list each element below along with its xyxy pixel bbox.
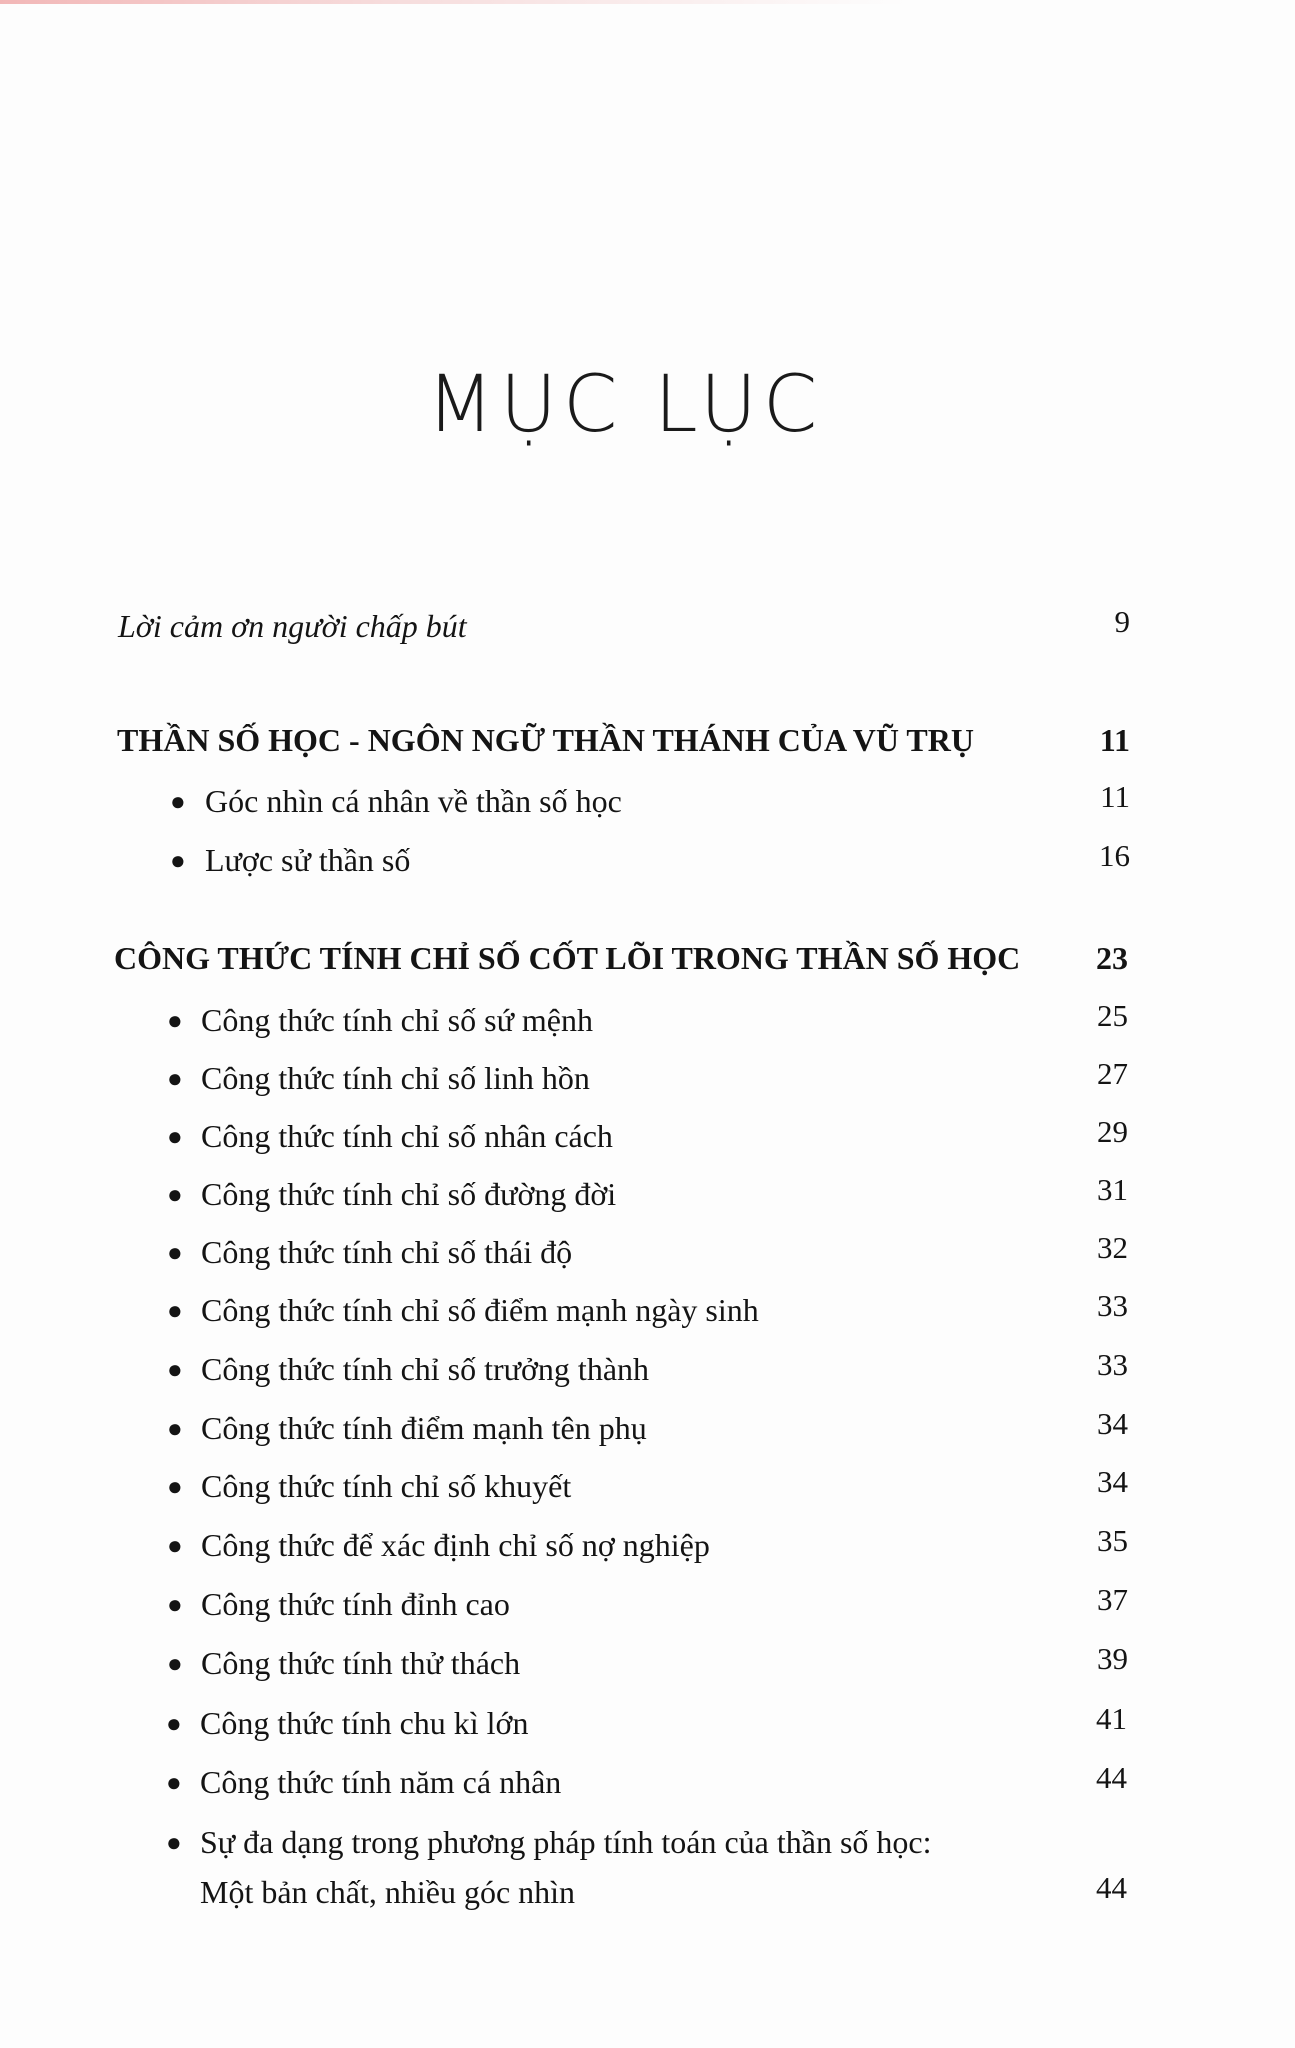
toc-page-number: 9	[1114, 604, 1130, 639]
toc-entry-label: Lời cảm ơn người chấp bút	[118, 608, 467, 644]
toc-page-number: 35	[1097, 1523, 1128, 1558]
toc-page-number: 34	[1097, 1406, 1128, 1441]
toc-entry-label: Lược sử thần số	[205, 842, 411, 878]
bullet-icon: ●	[166, 1768, 182, 1797]
toc-entry-label-line1: Sự đa dạng trong phương pháp tính toán của thần số học:	[200, 1824, 932, 1860]
toc-entry-label: Công thức tính chỉ số trưởng thành	[201, 1351, 650, 1387]
toc-page-number: 32	[1097, 1230, 1128, 1265]
toc-entry[interactable]	[0, 1172, 1295, 1232]
toc-page-number: 33	[1097, 1288, 1128, 1323]
bullet-icon: ●	[170, 787, 186, 816]
toc-entry[interactable]	[0, 1114, 1295, 1174]
toc-entry[interactable]	[0, 998, 1295, 1058]
bullet-icon: ●	[167, 1122, 183, 1151]
toc-entry-label: Công thức tính chỉ số nhân cách	[201, 1118, 613, 1154]
toc-entry-label: Công thức tính chỉ số khuyết	[201, 1468, 572, 1504]
page-top-edge	[0, 0, 1295, 4]
bullet-icon: ●	[166, 1828, 182, 1857]
toc-entry-label: Công thức tính thử thách	[201, 1645, 521, 1681]
bullet-icon: ●	[167, 1649, 183, 1678]
toc-entry-label: Công thức tính chỉ số linh hồn	[201, 1060, 590, 1096]
toc-entry[interactable]	[0, 1056, 1295, 1116]
toc-entry[interactable]	[0, 1701, 1295, 1761]
toc-page-number: 11	[1099, 722, 1130, 758]
toc-entry-label-line2: Một bản chất, nhiều góc nhìn	[200, 1874, 576, 1910]
toc-entry-acknowledgement[interactable]	[0, 604, 1295, 664]
bullet-icon: ●	[167, 1064, 183, 1093]
toc-page-number: 25	[1097, 998, 1128, 1033]
toc-page-number: 31	[1097, 1172, 1128, 1207]
toc-section-heading[interactable]	[0, 722, 1295, 778]
bullet-icon: ●	[170, 846, 186, 875]
toc-entry-label: Công thức tính đỉnh cao	[201, 1586, 510, 1622]
toc-entry-label: Góc nhìn cá nhân về thần số học	[205, 783, 622, 819]
toc-entry[interactable]	[0, 1523, 1295, 1583]
toc-section-label: THẦN SỐ HỌC - NGÔN NGỮ THẦN THÁNH CỦA VŨ TRỤ	[117, 722, 974, 758]
bullet-icon: ●	[167, 1531, 183, 1560]
toc-entry[interactable]	[0, 1824, 1295, 1924]
toc-entry-label: Công thức tính năm cá nhân	[200, 1764, 562, 1800]
toc-entry-label: Công thức tính chỉ số đường đời	[201, 1176, 617, 1212]
bullet-icon: ●	[166, 1709, 182, 1738]
toc-entry[interactable]	[0, 1230, 1295, 1290]
toc-entry-label: Công thức tính điểm mạnh tên phụ	[201, 1410, 647, 1446]
toc-page-number: 34	[1097, 1464, 1128, 1499]
toc-page-number: 37	[1097, 1582, 1128, 1617]
toc-page-number: 16	[1099, 838, 1130, 873]
toc-entry[interactable]	[0, 838, 1295, 898]
bullet-icon: ●	[167, 1590, 183, 1619]
toc-entry[interactable]	[0, 1406, 1295, 1466]
toc-page-number: 39	[1097, 1641, 1128, 1676]
toc-entry[interactable]	[0, 1582, 1295, 1642]
toc-page-number: 33	[1097, 1347, 1128, 1382]
toc-entry[interactable]	[0, 1464, 1295, 1524]
toc-section-label: CÔNG THỨC TÍNH CHỈ SỐ CỐT LÕI TRONG THẦN SỐ HỌC	[114, 940, 1021, 976]
toc-entry[interactable]	[0, 1347, 1295, 1407]
toc-section-heading[interactable]	[0, 940, 1295, 996]
toc-entry[interactable]	[0, 1760, 1295, 1820]
bullet-icon: ●	[167, 1472, 183, 1501]
toc-page-number: 11	[1100, 779, 1130, 814]
toc-entry-label: Công thức tính chỉ số sứ mệnh	[201, 1002, 593, 1038]
bullet-icon: ●	[167, 1238, 183, 1267]
toc-entry-label: Công thức tính chu kì lớn	[200, 1705, 529, 1741]
bullet-icon: ●	[167, 1355, 183, 1384]
toc-page-number: 41	[1096, 1701, 1127, 1736]
toc-entry-label: Công thức tính chỉ số điểm mạnh ngày sinh	[201, 1292, 759, 1328]
toc-page-number: 27	[1097, 1056, 1128, 1091]
toc-page-number: 44	[1096, 1870, 1127, 1905]
toc-entry-label: Công thức để xác định chỉ số nợ nghiệp	[201, 1527, 710, 1563]
toc-page-number: 23	[1096, 940, 1128, 976]
bullet-icon: ●	[167, 1180, 183, 1209]
page-title: MỤC LỤC	[426, 360, 824, 450]
toc-entry[interactable]	[0, 1641, 1295, 1701]
toc-entry-label: Công thức tính chỉ số thái độ	[201, 1234, 573, 1270]
toc-page-number: 44	[1096, 1760, 1127, 1795]
bullet-icon: ●	[167, 1414, 183, 1443]
toc-entry[interactable]	[0, 779, 1295, 839]
toc-entry[interactable]	[0, 1288, 1295, 1348]
toc-page-number: 29	[1097, 1114, 1128, 1149]
bullet-icon: ●	[167, 1296, 183, 1325]
bullet-icon: ●	[167, 1006, 183, 1035]
